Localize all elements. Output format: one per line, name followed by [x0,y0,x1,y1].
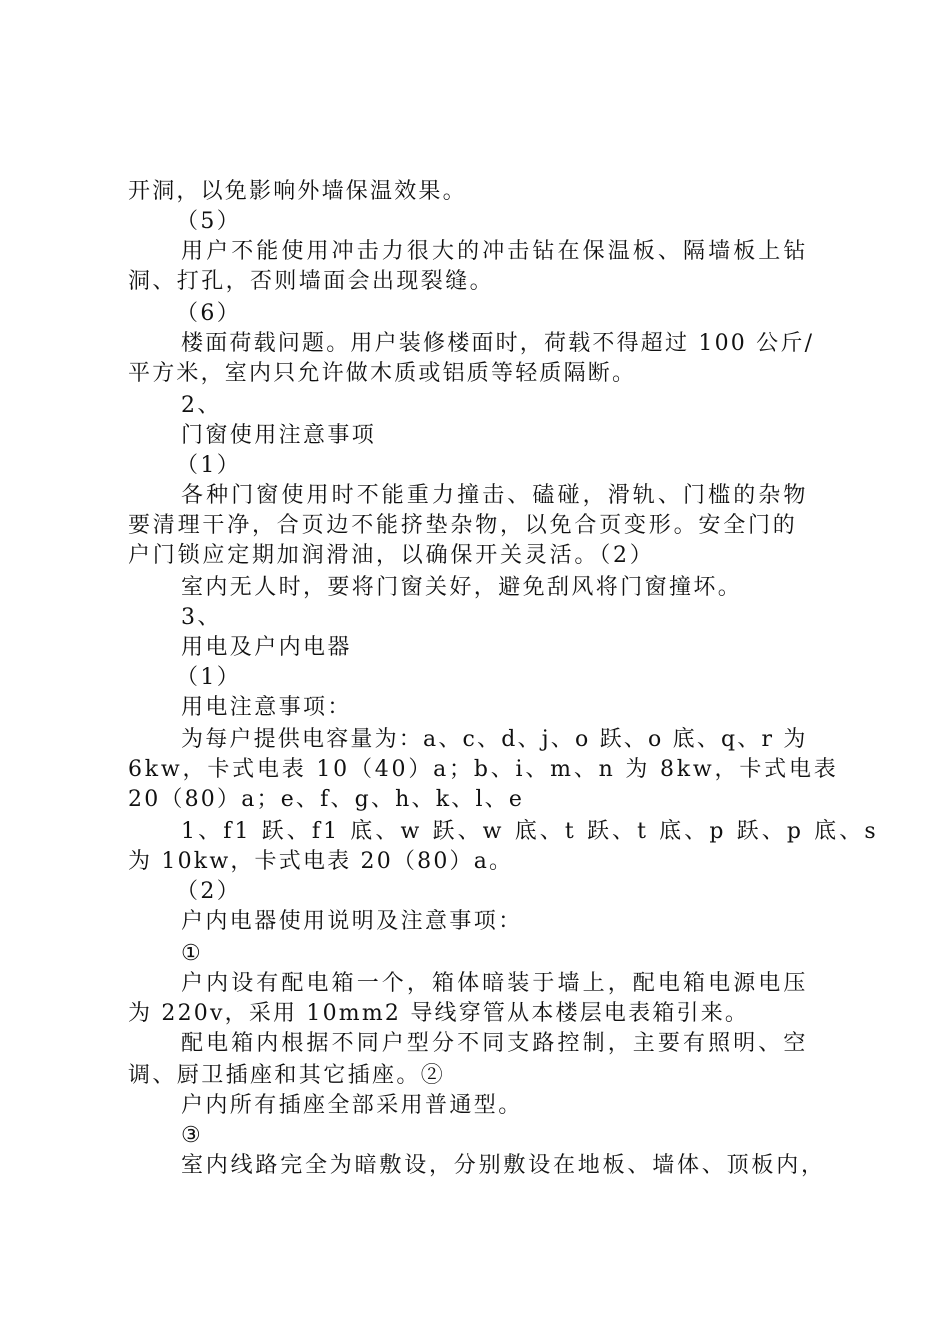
text-line: 用电注意事项： [181,695,352,720]
text-line: 用户不能使用冲击力很大的冲击钻在保温板、隔墙板上钻 [181,239,809,264]
text-line: 各种门窗使用时不能重力撞击、磕碰，滑轨、门槛的杂物 [181,483,809,508]
list-marker: （1） [176,453,242,478]
list-marker: （2） [176,879,242,904]
list-marker: ① [181,941,204,966]
text-line: 户门锁应定期加润滑油，以确保开关灵活。（2） [128,543,655,568]
text-line: 为 220v，采用 10mm2 导线穿管从本楼层电表箱引来。 [128,1001,750,1026]
text-line: 要清理干净，合页边不能挤垫杂物，以免合页变形。安全门的 [128,513,798,538]
list-marker: （1） [176,665,242,690]
section-heading: 门窗使用注意事项 [181,423,377,448]
text-line: 配电箱内根据不同户型分不同支路控制，主要有照明、空 [181,1031,809,1056]
text-line: 为 10kw，卡式电表 20（80）a。 [128,849,514,874]
text-line: 洞、打孔，否则墙面会出现裂缝。 [128,269,495,294]
text-line: 室内线路完全为暗敷设，分别敷设在地板、墙体、顶板内， [181,1153,826,1178]
section-number: 3、 [181,605,222,630]
text-line: 1、f1 跃、f1 底、w 跃、w 底、t 跃、t 底、p 跃、p 底、s [181,819,879,844]
text-line: 楼面荷载问题。用户装修楼面时，荷载不得超过 100 公斤/ [181,331,815,356]
text-line: 20（80）a；e、f、g、h、k、l、e [128,787,525,812]
text-line: 户内设有配电箱一个，箱体暗装于墙上，配电箱电源电压 [181,971,809,996]
text-line: 户内电器使用说明及注意事项： [181,909,523,934]
text-line: 6kw，卡式电表 10（40）a；b、i、m、n 为 8kw，卡式电表 [128,757,839,782]
section-number: 2、 [181,393,222,418]
text-line: 室内无人时，要将门窗关好，避免刮风将门窗撞坏。 [181,575,743,600]
list-marker: ③ [181,1123,204,1148]
text-line: 开洞，以免影响外墙保温效果。 [128,179,467,204]
text-line: 平方米，室内只允许做木质或铝质等轻质隔断。 [128,361,637,386]
text-line: 户内所有插座全部采用普通型。 [181,1093,523,1118]
list-marker: （6） [176,301,242,326]
text-line: 调、厨卫插座和其它插座。② [128,1063,446,1088]
list-marker: （5） [176,209,242,234]
text-line: 为每户提供电容量为：a、c、d、j、o 跃、o 底、q、r 为 [181,727,808,752]
section-heading: 用电及户内电器 [181,635,352,660]
